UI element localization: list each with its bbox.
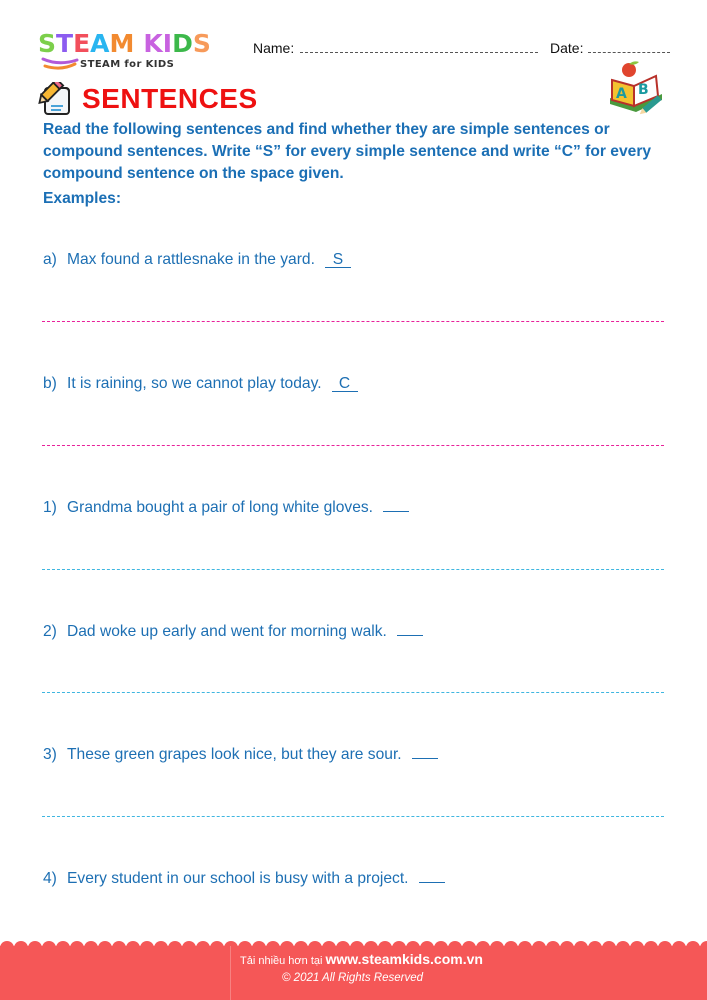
logo-letter: S (192, 29, 211, 58)
answer-blank[interactable] (419, 882, 445, 883)
instructions: Read the following sentences and find whether they are simple sentences or compound sentences. Write “S” for every simple sentence and write “C” for every compound sentence on the space given. (43, 121, 652, 182)
abc-book-apple-icon (606, 60, 666, 116)
divider (42, 321, 664, 322)
logo-wordmark (38, 30, 211, 58)
item-text: Grandma bought a pair of long white gloves. (67, 499, 373, 516)
item-text: Dad woke up early and went for morning walk. (67, 623, 387, 640)
divider (42, 445, 664, 446)
answer-blank[interactable] (383, 511, 409, 512)
divider (42, 569, 664, 570)
item-text: Every student in our school is busy with a project. (67, 870, 409, 887)
item-label: 2) (43, 623, 57, 640)
logo-letter: D (172, 29, 193, 58)
example-item (43, 251, 351, 269)
divider (42, 692, 664, 693)
pencil-paper-icon (37, 82, 73, 116)
footer-divider (230, 946, 231, 1000)
question-item (43, 499, 409, 517)
logo-letter: A (90, 29, 110, 58)
logo-tagline: STEAM for KIDS (80, 59, 175, 70)
footer-url-link[interactable]: www.steamkids.com.vn (325, 951, 483, 967)
answer-blank[interactable] (397, 635, 423, 636)
svg-text:A: A (616, 86, 627, 102)
logo-letter: K (143, 29, 163, 58)
footer-copyright: © 2021 All Rights Reserved (282, 972, 424, 984)
item-text: Max found a rattlesnake in the yard. (67, 251, 315, 268)
question-item (43, 623, 423, 641)
item-label: 4) (43, 870, 57, 887)
logo-letter: T (56, 29, 74, 58)
name-field (253, 40, 538, 56)
answer-blank[interactable] (412, 758, 438, 759)
examples-label: Examples: (43, 190, 122, 207)
date-label: Date: (550, 40, 584, 56)
logo-letter: M (109, 29, 135, 58)
logo-letter: I (162, 29, 173, 58)
footer-prefix: Tải nhiều hơn tại (240, 955, 326, 967)
footer-download-text (240, 951, 483, 967)
item-text: These green grapes look nice, but they are sour. (67, 746, 402, 763)
steam-kids-logo (38, 30, 238, 72)
logo-letter: S (38, 29, 57, 58)
date-blank[interactable] (588, 40, 670, 53)
item-label: 3) (43, 746, 57, 763)
question-item (43, 746, 438, 764)
example-item (43, 375, 358, 393)
name-label: Name: (253, 40, 295, 56)
svg-text:B: B (638, 82, 649, 98)
item-label: a) (43, 251, 57, 268)
question-item (43, 870, 445, 888)
item-label: 1) (43, 499, 57, 516)
page-title: SENTENCES (82, 83, 258, 114)
answer-blank[interactable]: C (332, 376, 358, 392)
answer-blank[interactable]: S (325, 252, 351, 268)
item-label: b) (43, 375, 57, 392)
name-blank[interactable] (300, 40, 538, 53)
logo-letter: E (73, 29, 91, 58)
logo-swoosh-icon (41, 56, 79, 72)
item-text: It is raining, so we cannot play today. (67, 375, 322, 392)
date-field (550, 40, 670, 56)
divider (42, 816, 664, 817)
